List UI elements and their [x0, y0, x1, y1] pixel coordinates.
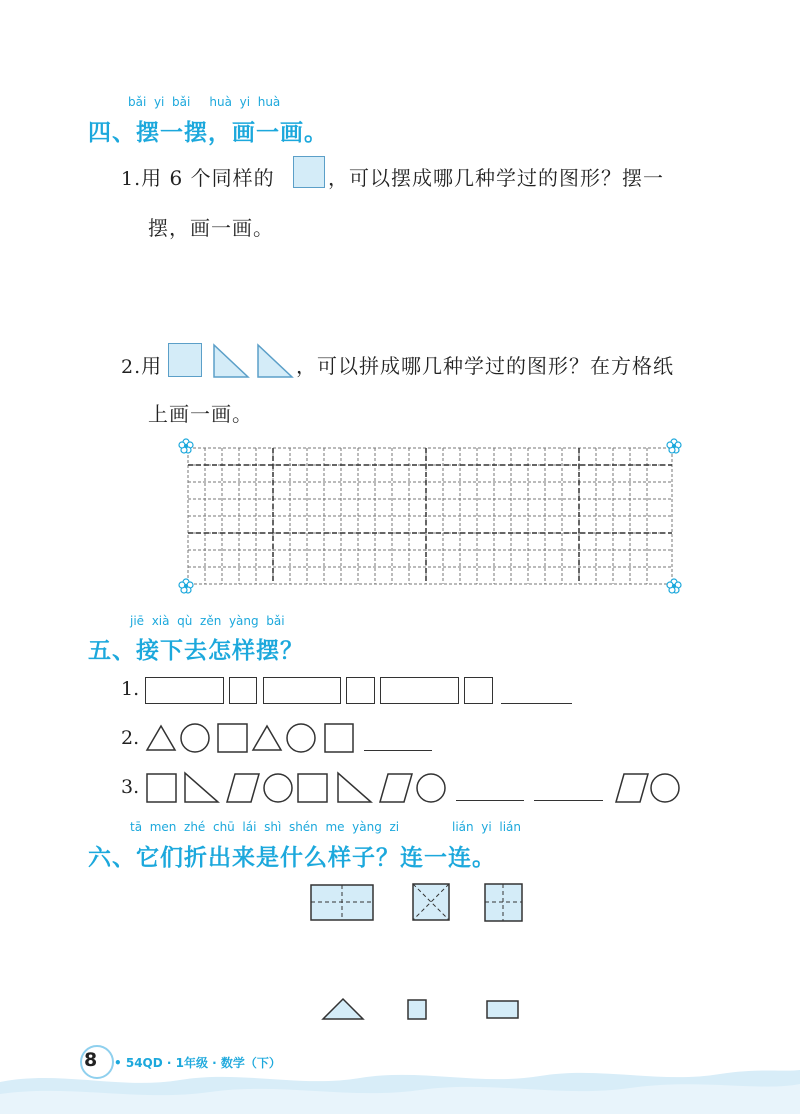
square: [218, 724, 247, 752]
section6-pinyin: tā men zhé chū lái shì shén me yàng zi: [130, 820, 400, 834]
q2-line1-rest: ，可以拼成哪几种学过的图形？在方格纸: [296, 354, 674, 378]
q2-line1: 2.用: [121, 354, 163, 378]
right-triangle: [338, 773, 371, 802]
triangle: [253, 726, 281, 750]
square: [325, 724, 353, 752]
circle: [651, 774, 679, 802]
triangle: [147, 726, 175, 750]
square: [147, 774, 176, 802]
parallelogram: [227, 774, 259, 802]
section4-heading: 四、摆一摆，画一画。: [88, 120, 328, 146]
circle: [181, 724, 209, 752]
q1-line2: 摆，画一画。: [148, 216, 274, 240]
long-rectangle: [380, 677, 459, 704]
row2-number: 2.: [121, 727, 140, 749]
page-number: 8: [84, 1049, 98, 1071]
q1-line1: 1.用 6 个同样的: [121, 166, 275, 190]
long-rectangle: [145, 677, 224, 704]
folded-paper-square-diagonal: [413, 884, 449, 920]
row3-shapes: [145, 770, 455, 806]
square: [346, 677, 375, 704]
row3-number: 3.: [121, 776, 140, 798]
long-rectangle: [263, 677, 341, 704]
triangle-pieces-icon: [212, 342, 296, 380]
folded-paper-square-cross: [485, 884, 522, 921]
grid-paper[interactable]: [176, 436, 684, 596]
result-triangle: [323, 999, 363, 1019]
folded-papers: [308, 880, 534, 926]
section5-heading: 五、接下去怎样摆？: [88, 638, 304, 664]
circle: [287, 724, 315, 752]
row3-tail-shapes: [608, 770, 684, 806]
section4-pinyin: bǎi yi bǎi huà yi huà: [128, 95, 281, 109]
circle: [264, 774, 292, 802]
square-piece-icon: [168, 343, 202, 377]
circle: [417, 774, 445, 802]
parallelogram: [380, 774, 412, 802]
right-triangle: [185, 773, 218, 802]
square: [464, 677, 493, 704]
square: [229, 677, 257, 704]
q2-line2: 上画一画。: [148, 402, 253, 426]
answer-blank[interactable]: [501, 703, 572, 704]
q1-line1-rest: ，可以摆成哪几种学过的图形？摆一: [328, 166, 664, 190]
result-shapes: [318, 994, 524, 1024]
section6-heading: 六、它们折出来是什么样子？连一连。: [88, 845, 496, 871]
result-small-rectangle: [487, 1001, 518, 1018]
parallelogram: [616, 774, 648, 802]
square-tile-icon: [293, 156, 325, 188]
result-small-square: [408, 1000, 426, 1019]
answer-blank[interactable]: [456, 800, 524, 801]
folded-paper-rectangle: [311, 885, 373, 920]
section5-pinyin: jiē xià qù zěn yàng bǎi: [130, 614, 285, 628]
answer-blank[interactable]: [364, 750, 432, 751]
section6-pinyin-2: lián yi lián: [452, 820, 521, 834]
square: [298, 774, 327, 802]
row2-shapes: [145, 720, 355, 754]
book-info: • 54QD · 1年级 · 数学（下）: [114, 1056, 281, 1070]
answer-blank[interactable]: [534, 800, 603, 801]
row1-number: 1.: [121, 678, 140, 700]
